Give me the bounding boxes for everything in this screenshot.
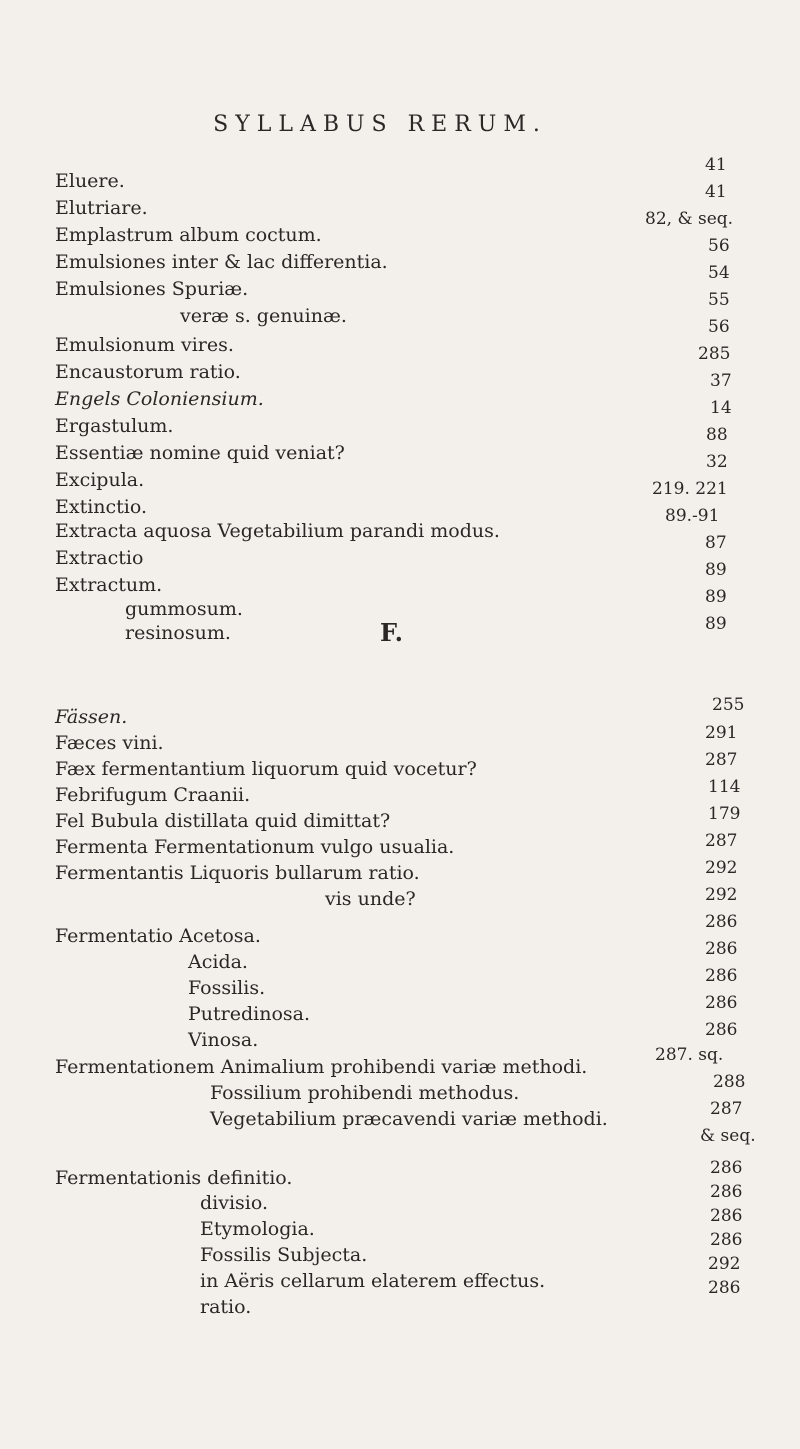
entries_e-page-number: 41 bbox=[705, 182, 727, 202]
entries_f-page-number: 179 bbox=[708, 804, 741, 824]
entries_f-entry-label: Fermenta Fermentationum vulgo usualia. bbox=[55, 836, 455, 858]
entries_e-page-number: 56 bbox=[708, 317, 730, 337]
entries_e-entry-label: Extractum. bbox=[55, 574, 163, 596]
entries_e-page-number: 82, & seq. bbox=[645, 209, 734, 229]
entries_f-entry-label: Putredinosa. bbox=[188, 1003, 311, 1025]
entries_e-entry-label: Essentiæ nomine quid veniat? bbox=[55, 442, 345, 464]
entries_f-entry-label: Fermentationis definitio. bbox=[55, 1167, 293, 1189]
entries_e-entry-label: Encaustorum ratio. bbox=[55, 361, 241, 383]
entries_f-page-number: 292 bbox=[708, 1254, 741, 1274]
entries_f-entry-label: Fel Bubula distillata quid dimittat? bbox=[55, 810, 391, 832]
entries_f-entry-label: Acida. bbox=[188, 951, 248, 973]
entries_f-page-number: 286 bbox=[705, 966, 738, 986]
entries_e-page-number: 89 bbox=[705, 614, 727, 634]
entries_e-entry-label: Emplastrum album coctum. bbox=[55, 224, 322, 246]
entries_e-page-number: 32 bbox=[706, 452, 728, 472]
entries_e-entry-label: Ergastulum. bbox=[55, 415, 174, 437]
entries_f-page-number: 287. sq. bbox=[655, 1045, 724, 1065]
entries_f-entry-label: Fermentantis Liquoris bullarum ratio. bbox=[55, 862, 420, 884]
entries_e-entry-label: Elutriare. bbox=[55, 197, 148, 219]
entries_f-page-number: 288 bbox=[713, 1072, 746, 1092]
entries_f-page-number: 286 bbox=[708, 1278, 741, 1298]
entries_e-entry-label: Extinctio. bbox=[55, 496, 148, 518]
entries_f-page-number: 291 bbox=[705, 723, 738, 743]
entries_e-page-number: 56 bbox=[708, 236, 730, 256]
entries_f-entry-label: Fossilium prohibendi methodus. bbox=[210, 1082, 520, 1104]
entries_e-entry-label: Emulsiones inter & lac differentia. bbox=[55, 251, 388, 273]
entries_f-entry-label: divisio. bbox=[200, 1192, 269, 1214]
entries_f-entry-label: in Aëris cellarum elaterem effectus. bbox=[200, 1270, 546, 1292]
entries_e-page-number: 89.-91 bbox=[665, 506, 720, 526]
entries_f-entry-label: Fermentatio Acetosa. bbox=[55, 925, 261, 947]
entries_f-page-number: 286 bbox=[705, 993, 738, 1013]
entries_f-page-number: 292 bbox=[705, 858, 738, 878]
entries_f-page-number: 286 bbox=[705, 912, 738, 932]
entries_e-page-number: 89 bbox=[705, 587, 727, 607]
entries_f-page-number: 287 bbox=[705, 831, 738, 851]
entries_f-page-number: 286 bbox=[710, 1206, 743, 1226]
running-header: SYLLABUS RERUM. bbox=[213, 112, 547, 137]
entries_e-page-number: 285 bbox=[698, 344, 731, 364]
entries_e-entry-label: Excipula. bbox=[55, 469, 145, 491]
entries_f-entry-label: Etymologia. bbox=[200, 1218, 315, 1240]
entries_f-page-number: 286 bbox=[710, 1230, 743, 1250]
entries_f-entry-label: Vinosa. bbox=[188, 1029, 259, 1051]
entries_f-page-number: 286 bbox=[705, 1020, 738, 1040]
entries_f-entry-label: Fæx fermentantium liquorum quid vocetur? bbox=[55, 758, 477, 780]
entries_e-entry-label: Eluere. bbox=[55, 170, 125, 192]
entries_f-page-number: 286 bbox=[710, 1182, 743, 1202]
entries_e-entry-label: Emulsiones Spuriæ. bbox=[55, 278, 249, 300]
entries_f-page-number: 114 bbox=[708, 777, 741, 797]
section-letter-f: F. bbox=[380, 618, 403, 647]
entries_e-entry-label: Engels Coloniensium. bbox=[55, 388, 264, 410]
entries_f-entry-label: ratio. bbox=[200, 1296, 252, 1318]
entries_f-entry-label: Fossilis. bbox=[188, 977, 266, 999]
entries_e-page-number: 55 bbox=[708, 290, 730, 310]
entries_f-page-number: 286 bbox=[705, 939, 738, 959]
entries_f-entry-label: vis unde? bbox=[325, 888, 416, 910]
entries_e-page-number: 219. 221 bbox=[652, 479, 728, 499]
entries_f-page-number: & seq. bbox=[700, 1126, 756, 1146]
entries_f-page-number: 255 bbox=[712, 695, 745, 715]
entries_f-page-number: 287 bbox=[710, 1099, 743, 1119]
entries_e-entry-label: resinosum. bbox=[125, 622, 231, 644]
entries_f-page-number: 292 bbox=[705, 885, 738, 905]
entries_f-entry-label: Fässen. bbox=[55, 706, 128, 728]
entries_f-page-number: 287 bbox=[705, 750, 738, 770]
entries_e-entry-label: veræ s. genuinæ. bbox=[180, 305, 347, 327]
entries_e-entry-label: Extractio bbox=[55, 547, 144, 569]
entries_f-entry-label: Vegetabilium præcavendi variæ methodi. bbox=[210, 1108, 608, 1130]
entries_e-page-number: 54 bbox=[708, 263, 730, 283]
entries_e-entry-label: Emulsionum vires. bbox=[55, 334, 234, 356]
entries_e-page-number: 37 bbox=[710, 371, 732, 391]
entries_f-page-number: 286 bbox=[710, 1158, 743, 1178]
entries_e-page-number: 89 bbox=[705, 560, 727, 580]
entries_f-entry-label: Fossilis Subjecta. bbox=[200, 1244, 368, 1266]
entries_f-entry-label: Fermentationem Animalium prohibendi variæ methodi. bbox=[55, 1056, 588, 1078]
entries_e-page-number: 88 bbox=[706, 425, 728, 445]
entries_f-entry-label: Fæces vini. bbox=[55, 732, 164, 754]
entries_e-entry-label: Extracta aquosa Vegetabilium parandi modus. bbox=[55, 520, 500, 542]
entries_f-entry-label: Febrifugum Craanii. bbox=[55, 784, 251, 806]
entries_e-page-number: 41 bbox=[705, 155, 727, 175]
entries_e-page-number: 14 bbox=[710, 398, 732, 418]
entries_e-page-number: 87 bbox=[705, 533, 727, 553]
entries_e-entry-label: gummosum. bbox=[125, 598, 243, 620]
